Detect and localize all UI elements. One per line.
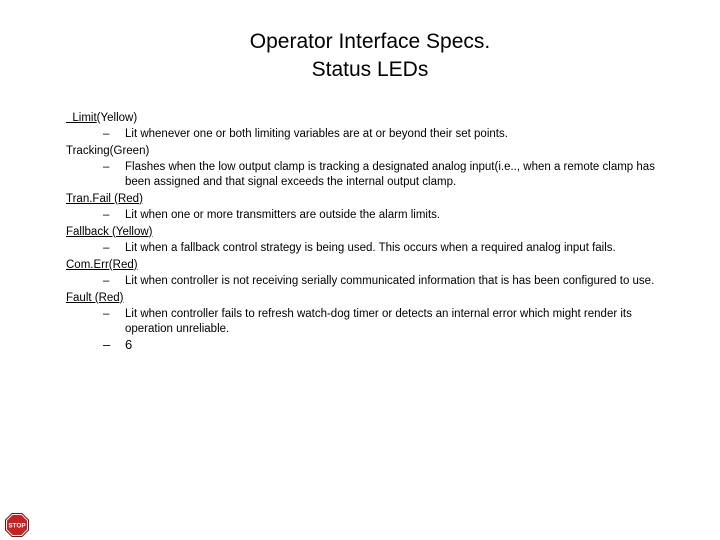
stop-sign-icon[interactable] [5,513,29,537]
dash-bullet: – [103,161,110,174]
led-description-fault [66,307,666,336]
heading-underlined: Fault (Red) [66,291,124,304]
slide-title-line-1: Operator Interface Specs. [249,30,491,53]
led-heading-fallback [66,224,666,240]
dash-bullet: – [103,209,110,221]
dash-bullet: – [103,242,110,254]
led-description-tranfail [66,208,666,223]
dash-bullet: – [103,275,110,287]
led-description-fallback [66,241,666,256]
heading-underlined: Fallback (Yellow) [66,225,153,238]
bullet-text: Flashes when the low output clamp is tracking a designated analog input(i.e.., when a remote clamp has been assigned and that signal exceeds the internal output clamp. [125,161,655,188]
dash-bullet: – [103,308,110,320]
heading-rest: Tracking(Green) [66,145,150,157]
bullet-text: Lit whenever one or both limiting variables are at or beyond their set points. [125,128,508,141]
led-description-comerr [66,274,666,289]
bullet-text: Lit when a fallback control strategy is being used. This occurs when a required analog input fails. [125,242,616,254]
page-number-bullet [66,338,666,353]
bullet-text: Lit when one or more transmitters are outside the alarm limits. [125,209,441,221]
heading-underlined: Com.Err(Red) [66,258,138,271]
led-heading-comerr [66,257,666,273]
dash-bullet: – [103,128,110,141]
led-spec-list [66,110,666,354]
heading-rest: (Yellow) [96,112,138,124]
led-heading-tranfail [66,191,666,207]
heading-underlined: Tran.Fail (Red) [66,192,143,205]
slide-title [0,28,720,84]
heading-underlined: Limit [72,112,97,124]
page-number: 6 [125,337,133,353]
slide-title-line-2: Status LEDs [311,58,429,81]
led-heading-tracking [66,143,666,159]
led-heading-fault [66,290,666,306]
bullet-text: Lit when controller is not receiving serially communicated information that is has been configured to use. [125,275,655,287]
bullet-text: Lit when controller fails to refresh watch-dog timer or detects an internal error which might render its operation unreliable. [125,308,632,335]
stop-sign-label: STOP [8,522,26,530]
dash-bullet: – [103,337,111,353]
led-description-tracking [66,160,666,189]
led-description-limit [66,127,666,142]
led-heading-limit [66,110,666,126]
